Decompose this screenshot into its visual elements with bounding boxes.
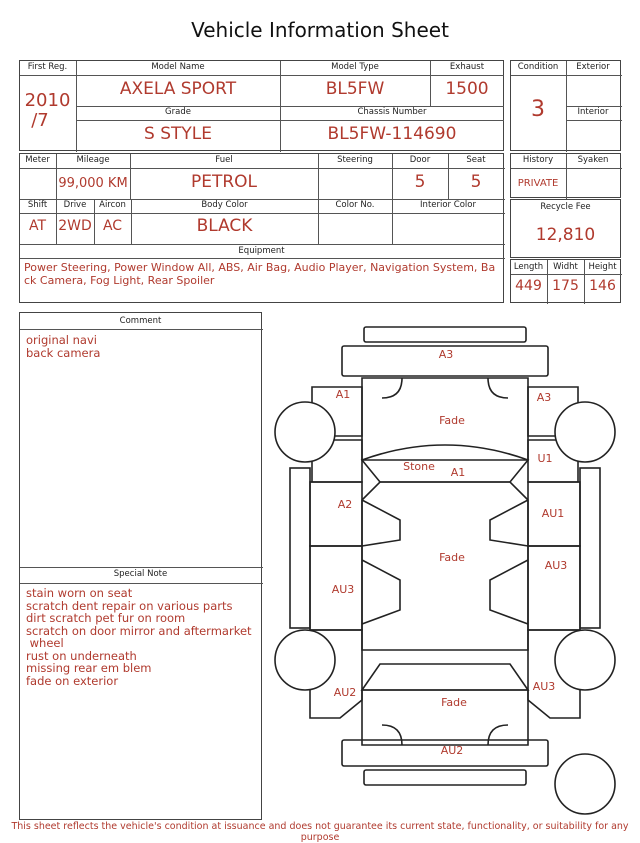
mark-windshield-code: A1	[450, 466, 466, 479]
length-value: 449	[515, 278, 542, 294]
drive-label: Drive	[63, 200, 87, 210]
history-label: History	[522, 155, 554, 165]
interior-color-label: Interior Color	[420, 200, 476, 210]
length-label: Length	[513, 262, 544, 272]
meter-label: Meter	[25, 155, 50, 165]
drive-value: 2WD	[58, 218, 92, 234]
aircon-label: Aircon	[99, 200, 126, 210]
exhaust-value: 1500	[445, 79, 489, 99]
syaken-label: Syaken	[577, 155, 609, 165]
condition-label: Condition	[517, 62, 559, 72]
first-reg-month: /7	[31, 110, 49, 131]
equipment-label: Equipment	[238, 246, 285, 256]
aircon-value: AC	[102, 218, 123, 234]
mark-left-front-door: A2	[337, 498, 353, 511]
door-value: 5	[414, 172, 426, 192]
height-value: 146	[589, 278, 616, 294]
body-color-value: BLACK	[196, 216, 253, 236]
condition-value: 3	[531, 97, 545, 122]
page-title: Vehicle Information Sheet	[191, 18, 449, 42]
mark-right-fender: A3	[536, 391, 552, 404]
mark-hood: Fade	[439, 414, 465, 427]
mileage-label: Mileage	[76, 155, 110, 165]
chassis-number-label: Chassis Number	[357, 107, 427, 117]
first-reg-year: 2010	[24, 90, 71, 111]
mark-front-bumper: A3	[438, 348, 454, 361]
equipment-line: ck Camera, Fog Light, Rear Spoiler	[24, 273, 215, 287]
mark-right-rear-door: AU3	[544, 559, 568, 572]
mark-roof: Fade	[439, 551, 465, 564]
comment-line: original navi	[26, 333, 97, 347]
special-note-line: scratch dent repair on various parts	[26, 598, 233, 613]
color-no-label: Color No.	[335, 200, 375, 210]
model-name-label: Model Name	[151, 62, 205, 72]
equipment-line: Power Steering, Power Window All, ABS, Air Bag, Audio Player, Navigation System, Ba	[24, 261, 496, 274]
mark-left-rear-quarter: AU2	[333, 686, 357, 699]
mark-rear-bumper: AU2	[440, 744, 464, 757]
mark-right-rear-quarter: AU3	[532, 680, 556, 693]
shift-label: Shift	[27, 200, 48, 210]
seat-value: 5	[470, 172, 482, 192]
width-value: 175	[552, 278, 579, 294]
exhaust-label: Exhaust	[449, 62, 485, 72]
special-note-label: Special Note	[113, 569, 168, 579]
mark-windshield-stone: Stone	[403, 460, 435, 473]
model-name-value: AXELA SPORT	[119, 79, 237, 99]
special-note-line: dirt scratch pet fur on room	[26, 611, 186, 625]
width-label: Widht	[553, 262, 578, 272]
fuel-label: Fuel	[215, 155, 233, 165]
mark-trunk: Fade	[441, 696, 467, 709]
special-note-line: rust on underneath	[26, 648, 137, 663]
door-label: Door	[409, 155, 431, 165]
steering-label: Steering	[337, 155, 373, 165]
shift-value: AT	[28, 218, 47, 234]
special-note-line: missing rear em blem	[26, 661, 152, 675]
recycle-fee-value: 12,810	[535, 225, 596, 245]
mark-right-pillar: U1	[537, 452, 553, 465]
mileage-value: 99,000 KM	[58, 176, 128, 191]
mark-left-rear-door: AU3	[331, 583, 355, 596]
body-color-label: Body Color	[201, 200, 248, 210]
fuel-value: PETROL	[190, 172, 258, 192]
grade-value: S STYLE	[144, 124, 212, 144]
seat-label: Seat	[466, 155, 486, 165]
interior-label: Interior	[577, 107, 609, 117]
first-reg-label: First Reg.	[27, 62, 68, 72]
history-value: PRIVATE	[517, 178, 559, 189]
mark-right-front-door: AU1	[541, 507, 565, 520]
height-label: Height	[588, 262, 617, 272]
special-note-line: fade on exterior	[26, 673, 119, 688]
special-note-line: wheel	[26, 636, 64, 650]
mark-left-fender: A1	[335, 388, 351, 401]
comment-line: back camera	[26, 345, 101, 360]
disclaimer-footer: This sheet reflects the vehicle's condition at issuance and does not guarantee its current state, functionality, or suitability for any purpose	[11, 821, 629, 843]
model-type-label: Model Type	[331, 62, 379, 72]
chassis-number-value: BL5FW-114690	[327, 124, 457, 144]
special-note-line: stain worn on seat	[26, 586, 133, 600]
recycle-fee-label: Recycle Fee	[540, 202, 591, 212]
exterior-label: Exterior	[576, 62, 610, 72]
grade-label: Grade	[165, 107, 191, 117]
comment-label: Comment	[119, 316, 162, 326]
model-type-value: BL5FW	[325, 79, 385, 99]
special-note-line: scratch on door mirror and aftermarket	[26, 623, 252, 638]
